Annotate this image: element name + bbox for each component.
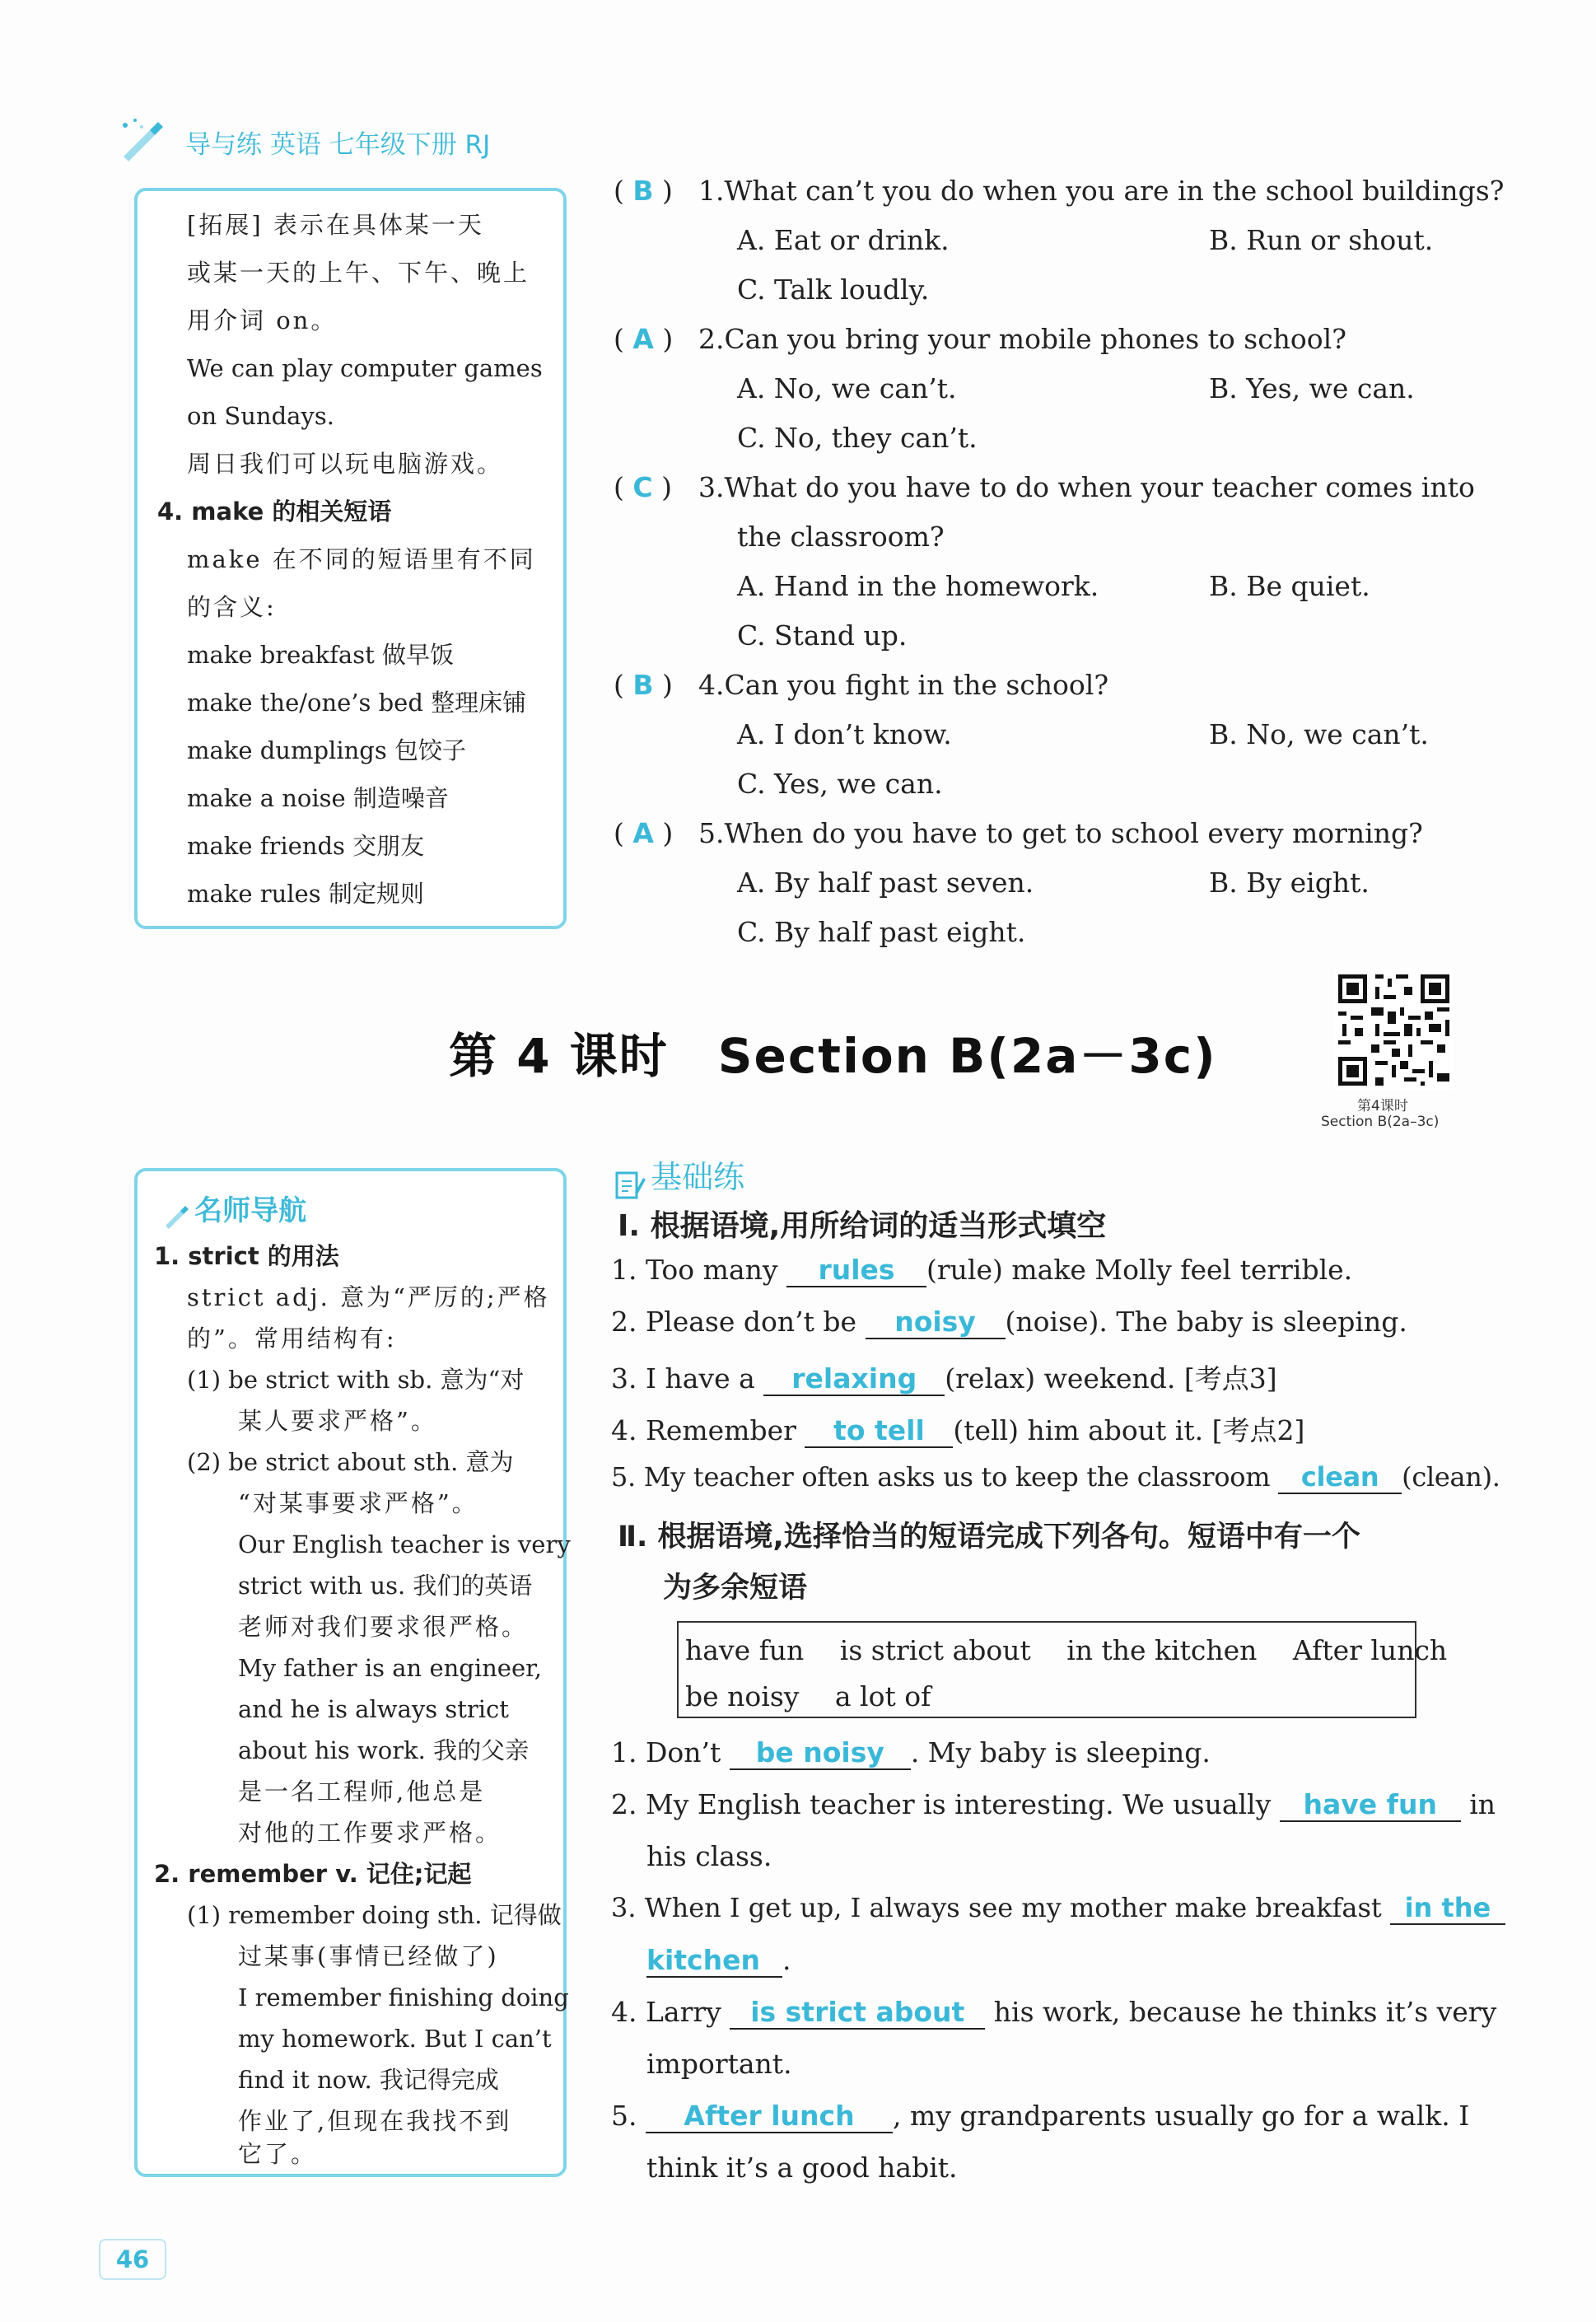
note-line: make 在不同的短语里有不同 bbox=[187, 545, 536, 573]
teacher-guide-box bbox=[134, 1168, 571, 2177]
question-text bbox=[698, 817, 1423, 849]
part1-title: Ⅰ. 根据语境,用所给词的适当形式填空 bbox=[618, 1209, 1107, 1243]
q-post: (tell) him about it. [考点2] bbox=[953, 1414, 1305, 1446]
option-b: B. Be quiet. bbox=[1209, 570, 1370, 602]
answer-blank: rules bbox=[786, 1254, 926, 1287]
answer-blank: to tell bbox=[805, 1414, 953, 1448]
q-pre: 2. Please don’t be bbox=[611, 1306, 857, 1338]
guide-line: (1) remember doing sth. 记得做 bbox=[187, 1901, 562, 1929]
qr-code-icon[interactable] bbox=[1334, 970, 1454, 1090]
q-pre: 3. I have a bbox=[611, 1362, 755, 1395]
question-continuation: the classroom? bbox=[737, 521, 945, 553]
phrase-question-cont: his class. bbox=[646, 1840, 772, 1872]
phrase-question bbox=[611, 1788, 1496, 1822]
phrase-question bbox=[611, 2100, 1469, 2133]
note-line: make a noise 制造噪音 bbox=[187, 784, 449, 812]
phrase-question bbox=[611, 1892, 1505, 1925]
guide-line: Our English teacher is very bbox=[238, 1530, 571, 1558]
option-a: A. Hand in the homework. bbox=[737, 570, 1099, 602]
guide-line: strict with us. 我们的英语 bbox=[238, 1572, 533, 1600]
fill-question bbox=[611, 1461, 1500, 1494]
question-number: 2. bbox=[698, 323, 725, 355]
answer-blank: be noisy bbox=[730, 1736, 911, 1770]
part2-title: Ⅱ. 根据语境,选择恰当的短语完成下列各句。短语中有一个 bbox=[618, 1521, 1360, 1553]
question-text bbox=[698, 471, 1475, 503]
note-line: We can play computer games bbox=[187, 354, 543, 382]
option-c: C. No, they can’t. bbox=[737, 422, 978, 454]
answer-blank: have fun bbox=[1280, 1788, 1461, 1822]
option-c: C. Stand up. bbox=[737, 619, 908, 652]
guide-heading bbox=[162, 1188, 306, 1229]
q-post: (clean). bbox=[1402, 1461, 1500, 1493]
guide-line: 作业了,但现在我找不到 bbox=[238, 2107, 512, 2135]
answer-blank: After lunch bbox=[646, 2100, 893, 2133]
guide-line: and he is always strict bbox=[238, 1695, 509, 1723]
notebook-pen-icon bbox=[614, 1168, 646, 1201]
guide-line: 老师对我们要求很严格。 bbox=[238, 1613, 529, 1641]
note-line: make breakfast 做早饭 bbox=[187, 641, 454, 669]
question-number: 3. bbox=[698, 471, 725, 503]
answer-blank: relaxing bbox=[763, 1362, 945, 1396]
note-line: make the/one’s bed 整理床铺 bbox=[187, 689, 527, 717]
answer-blank: noisy bbox=[866, 1306, 1006, 1339]
q-post: (noise). The baby is sleeping. bbox=[1005, 1306, 1407, 1338]
note-line: [拓展] 表示在具体某一天 bbox=[187, 211, 484, 239]
qr-caption: Section B(2a–3c) bbox=[1321, 1114, 1440, 1130]
guide-subheading: 1. strict 的用法 bbox=[154, 1242, 339, 1270]
guide-line: strict adj. 意为“严厉的;严格 bbox=[187, 1283, 550, 1311]
q-pre: 1. Too many bbox=[611, 1254, 778, 1286]
fill-question bbox=[611, 1306, 1407, 1339]
phrase-question-cont: important. bbox=[646, 2048, 792, 2080]
fill-question bbox=[611, 1409, 1304, 1448]
answer-letter: C bbox=[632, 471, 653, 503]
question-stem: When do you have to get to school every morning? bbox=[724, 817, 1423, 849]
qr-caption: 第4课时 bbox=[1357, 1098, 1408, 1114]
question-text bbox=[698, 175, 1504, 207]
guide-line: My father is an engineer, bbox=[238, 1654, 543, 1682]
q-post: . My baby is sleeping. bbox=[910, 1736, 1211, 1768]
practice-label-text: 基础练 bbox=[651, 1159, 745, 1195]
option-b: B. No, we can’t. bbox=[1209, 718, 1429, 750]
answer-bracket: ( B ) bbox=[614, 669, 673, 701]
option-b: B. Run or shout. bbox=[1209, 224, 1434, 256]
pen-sparkle-icon bbox=[117, 115, 166, 165]
q-pre: 4. Larry bbox=[611, 1996, 721, 2028]
guide-line: “对某事要求严格”。 bbox=[238, 1489, 478, 1517]
answer-letter: B bbox=[632, 175, 654, 207]
phrase-question bbox=[611, 1736, 1211, 1770]
answer-bracket: ( A ) bbox=[614, 323, 674, 355]
answer-letter: B bbox=[632, 669, 654, 701]
q-post: (rule) make Molly feel terrible. bbox=[926, 1254, 1353, 1286]
answer-bracket: ( C ) bbox=[614, 471, 672, 503]
phrase-bank-line: be noisy a lot of bbox=[685, 1680, 931, 1712]
question-stem: Can you bring your mobile phones to school? bbox=[724, 323, 1346, 355]
note-line: make friends 交朋友 bbox=[187, 832, 425, 860]
extension-note-box bbox=[134, 188, 567, 929]
guide-line: my homework. But I can’t bbox=[238, 2025, 552, 2053]
guide-subheading: 2. remember v. 记住;记起 bbox=[154, 1860, 472, 1888]
q-post: , my grandparents usually go for a walk. I bbox=[893, 2100, 1470, 2132]
option-a: A. By half past seven. bbox=[737, 867, 1034, 899]
lesson-title: 第 4 课时 Section B(2a－3c) bbox=[449, 1028, 1217, 1084]
option-a: A. No, we can’t. bbox=[737, 372, 957, 404]
q-post: . bbox=[782, 1944, 791, 1976]
note-line: make dumplings 包饺子 bbox=[187, 736, 466, 764]
answer-letter: A bbox=[632, 323, 654, 355]
pen-icon bbox=[162, 1204, 190, 1229]
fill-question bbox=[611, 1357, 1277, 1396]
answer-blank: is strict about bbox=[730, 1996, 985, 2030]
guide-line: I remember finishing doing bbox=[238, 1983, 569, 2011]
option-c: C. Yes, we can. bbox=[737, 768, 943, 800]
guide-line: 过某事(事情已经做了) bbox=[238, 1942, 499, 1970]
option-c: C. By half past eight. bbox=[737, 916, 1026, 948]
question-text bbox=[698, 323, 1346, 355]
answer-blank: in the bbox=[1390, 1892, 1505, 1925]
phrase-question bbox=[611, 1996, 1496, 2030]
option-a: A. Eat or drink. bbox=[737, 224, 950, 256]
q-pre: 5. My teacher often asks us to keep the classroom bbox=[611, 1461, 1271, 1493]
answer-blank: kitchen bbox=[646, 1944, 782, 1978]
guide-line: 的”。常用结构有: bbox=[187, 1325, 397, 1353]
question-number: 4. bbox=[698, 669, 725, 701]
question-text bbox=[698, 669, 1108, 701]
guide-line: (1) be strict with sb. 意为“对 bbox=[187, 1366, 525, 1394]
q-pre: 1. Don’t bbox=[611, 1736, 721, 1768]
guide-line: (2) be strict about sth. 意为 bbox=[187, 1448, 514, 1476]
option-b: B. By eight. bbox=[1209, 867, 1370, 899]
guide-line: find it now. 我记得完成 bbox=[238, 2066, 499, 2094]
option-c: C. Talk loudly. bbox=[737, 273, 930, 306]
phrase-question-cont bbox=[646, 1944, 791, 1978]
guide-heading-text: 名师导航 bbox=[194, 1194, 307, 1227]
practice-label bbox=[614, 1152, 744, 1201]
note-line: on Sundays. bbox=[187, 402, 334, 430]
phrase-bank bbox=[677, 1621, 1448, 1718]
note-line: 用介词 on。 bbox=[187, 306, 338, 334]
guide-line: 对他的工作要求严格。 bbox=[238, 1819, 502, 1847]
q-pre: 4. Remember bbox=[611, 1414, 796, 1446]
answer-bracket: ( B ) bbox=[614, 175, 673, 207]
part2-title-cont: 为多余短语 bbox=[663, 1572, 808, 1605]
note-line: 周日我们可以玩电脑游戏。 bbox=[187, 450, 504, 478]
question-number: 5. bbox=[698, 817, 725, 849]
question-number: 1. bbox=[698, 175, 725, 207]
option-b: B. Yes, we can. bbox=[1209, 372, 1415, 404]
note-line: 或某一天的上午、下午、晚上 bbox=[187, 259, 530, 287]
q-post: in bbox=[1469, 1788, 1496, 1820]
note-line: make rules 制定规则 bbox=[187, 880, 424, 908]
question-stem: What can’t you do when you are in the school buildings? bbox=[724, 175, 1505, 207]
phrase-question-cont: think it’s a good habit. bbox=[646, 2151, 958, 2184]
phrase-bank-line: have fun is strict about in the kitchen After lunch bbox=[685, 1634, 1448, 1666]
book-header: 导与练 英语 七年级下册 RJ bbox=[185, 130, 491, 160]
option-a: A. I don’t know. bbox=[737, 718, 952, 750]
q-pre: 5. bbox=[611, 2100, 637, 2132]
guide-line: about his work. 我的父亲 bbox=[238, 1736, 530, 1764]
note-heading: 4. make 的相关短语 bbox=[157, 498, 392, 526]
question-stem: Can you fight in the school? bbox=[724, 669, 1109, 701]
answer-bracket: ( A ) bbox=[614, 817, 674, 849]
q-post: his work, because he thinks it’s very bbox=[993, 1996, 1497, 2028]
guide-line: 某人要求严格”。 bbox=[238, 1407, 437, 1435]
answer-letter: A bbox=[632, 817, 654, 849]
guide-line: 是一名工程师,他总是 bbox=[238, 1778, 486, 1806]
page-number: 46 bbox=[99, 2239, 166, 2280]
guide-line: 它了。 bbox=[238, 2140, 318, 2168]
q-pre: 3. When I get up, I always see my mother make breakfast bbox=[611, 1892, 1382, 1923]
q-post: (relax) weekend. [考点3] bbox=[945, 1362, 1277, 1395]
q-pre: 2. My English teacher is interesting. We usually bbox=[611, 1788, 1272, 1820]
fill-question bbox=[611, 1254, 1352, 1287]
question-stem: What do you have to do when your teacher comes into bbox=[724, 471, 1475, 503]
answer-blank: clean bbox=[1278, 1461, 1402, 1494]
note-line: 的含义: bbox=[187, 593, 277, 621]
